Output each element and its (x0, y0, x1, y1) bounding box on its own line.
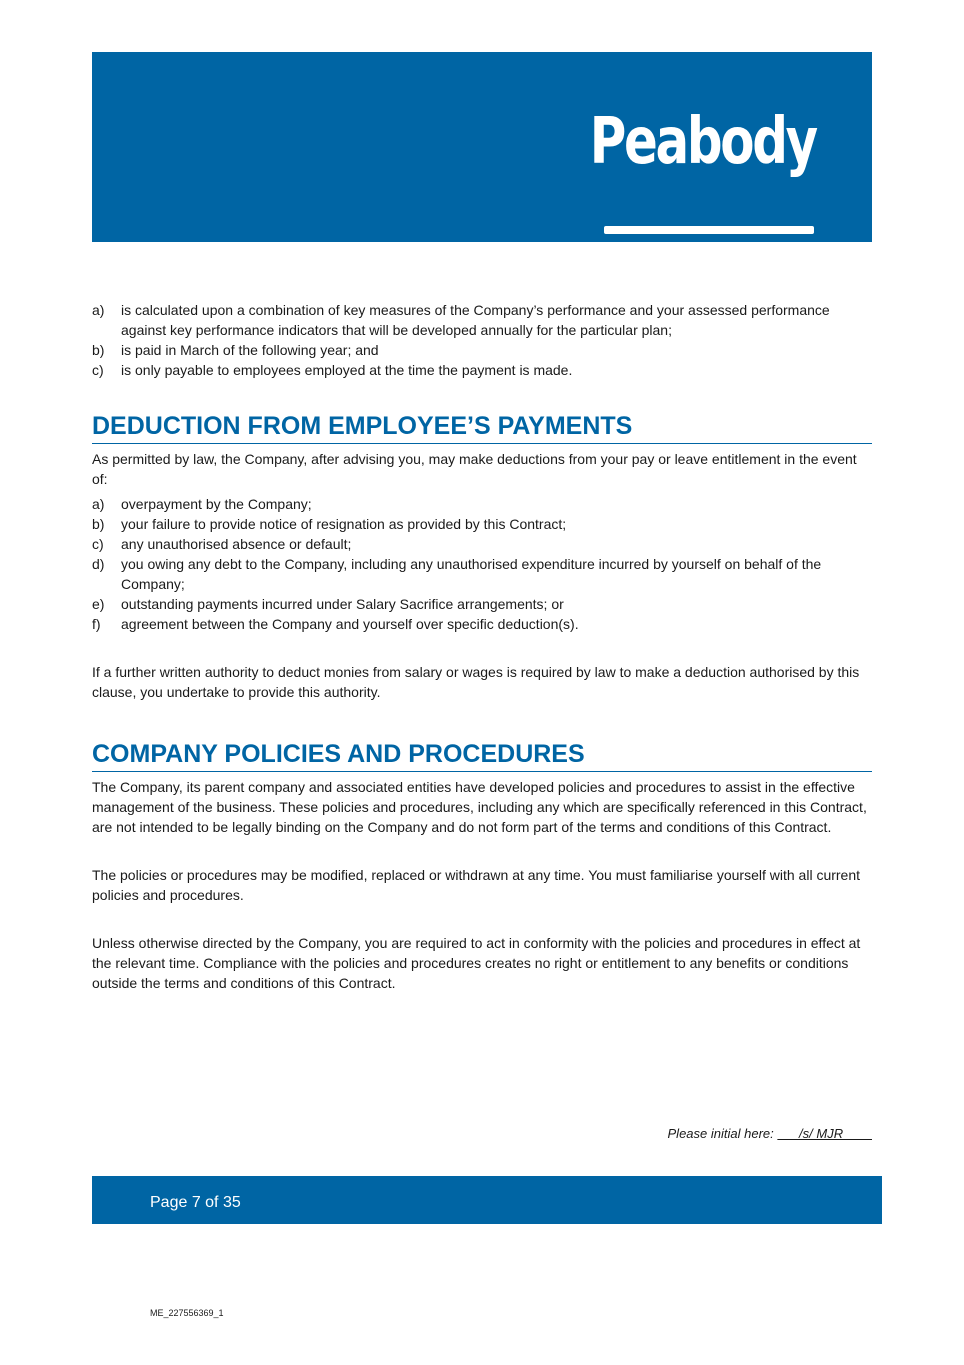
section-title-policies: COMPANY POLICIES AND PROCEDURES (92, 739, 872, 772)
header-banner (92, 52, 872, 242)
deductions-closing: If a further written authority to deduct monies from salary or wages is required by law to make a deduction authorised by this clause, you undertake to provide this authority. (92, 664, 860, 700)
page-number: Page 7 of 35 (150, 1194, 241, 1211)
list-item: a) overpayment by the Company; (92, 496, 312, 512)
section-title-deductions: DEDUCTION FROM EMPLOYEE’S PAYMENTS (92, 411, 872, 444)
intro-list (92, 300, 872, 380)
document-body (92, 300, 872, 993)
deductions-intro: As permitted by law, the Company, after advising you, may make deductions from your pay or leave entitlement in the event of: (92, 451, 857, 487)
initial-label: Please initial here: (667, 1126, 774, 1141)
list-item: d) you owing any debt to the Company, including any unauthorised expenditure incurred by yourself on behalf of the Company; (92, 556, 822, 592)
initial-signature: /s/ MJR (777, 1126, 872, 1141)
list-item: e) outstanding payments incurred under Salary Sacrifice arrangements; or (92, 596, 564, 612)
deductions-list (92, 494, 872, 634)
list-item: c) any unauthorised absence or default; (92, 536, 352, 552)
document-reference: ME_227556369_1 (150, 1308, 224, 1318)
peabody-logo: Peabody (589, 105, 816, 179)
list-item: b) is paid in March of the following year; and (92, 342, 379, 358)
initial-line (668, 1126, 872, 1141)
policies-paragraph: The Company, its parent company and associated entities have developed policies and procedures to assist in the effective management of the business. These policies and procedures, including any which are specifically referenced in this Contract, are not intended to be legally binding on the Company and do not form part of the terms and conditions of this Contract. (92, 779, 867, 835)
logo-underline (604, 226, 814, 234)
policies-paragraph: The policies or procedures may be modified, replaced or withdrawn at any time. You must familiarise yourself with all current policies and procedures. (92, 867, 861, 903)
list-item: b) your failure to provide notice of resignation as provided by this Contract; (92, 516, 567, 532)
policies-paragraph: Unless otherwise directed by the Company, you are required to act in conformity with the policies and procedures in effect at the relevant time. Compliance with the policies and procedures creates no right or entitlement to any benefits or conditions outside the terms and conditions of this Contract. (92, 935, 861, 991)
footer-banner (92, 1176, 882, 1224)
list-item: a) is calculated upon a combination of key measures of the Company’s performance and your assessed performance against key performance indicators that will be developed annually for the particular plan; (92, 302, 830, 338)
list-item: c) is only payable to employees employed at the time the payment is made. (92, 362, 573, 378)
list-item: f) agreement between the Company and yourself over specific deduction(s). (92, 616, 579, 632)
